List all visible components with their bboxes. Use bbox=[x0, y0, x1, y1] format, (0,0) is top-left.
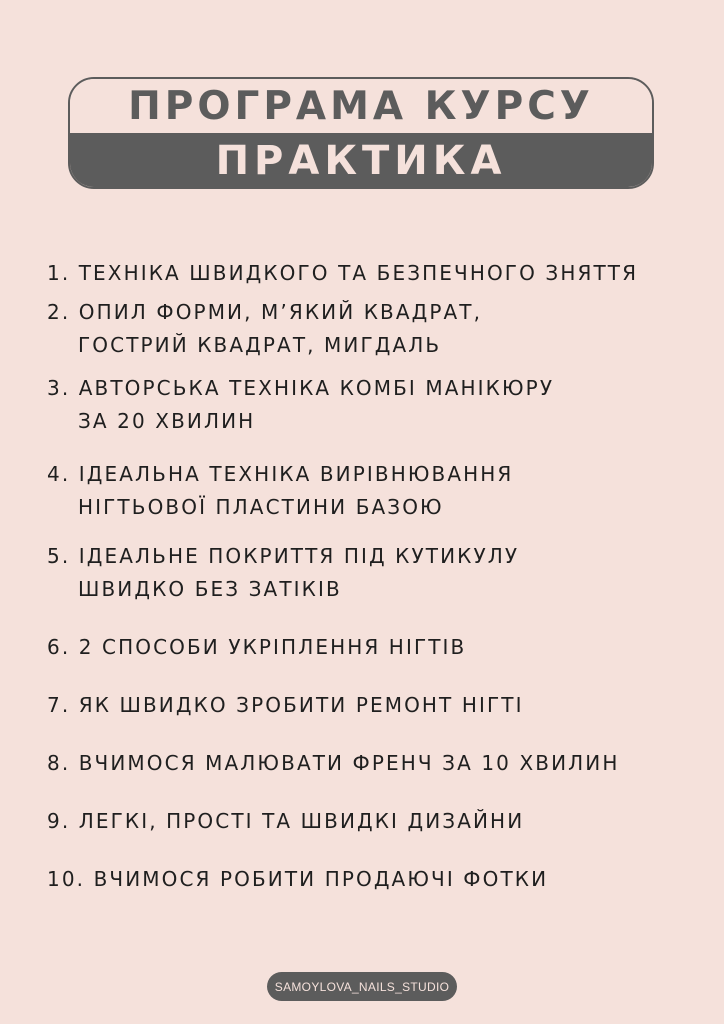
studio-name-label: SAMOYLOVA_NAILS_STUDIO bbox=[274, 979, 450, 994]
list-item-10 bbox=[47, 863, 697, 896]
list-item-9 bbox=[47, 805, 697, 838]
list-item-5 bbox=[47, 540, 697, 606]
list-item-text: 2. ОПИЛ ФОРМИ, М’ЯКИЙ КВАДРАТ, bbox=[47, 300, 483, 324]
studio-name-badge bbox=[267, 972, 457, 1001]
list-item-8 bbox=[47, 747, 697, 780]
list-item-2 bbox=[47, 296, 697, 362]
list-item-text: 7. ЯК ШВИДКО ЗРОБИТИ РЕМОНТ НІГТІ bbox=[47, 693, 524, 717]
page-subtitle: ПРАКТИКА bbox=[215, 138, 507, 184]
list-item-text-continued: НІГТЬОВОЇ ПЛАСТИНИ БАЗОЮ bbox=[78, 495, 444, 519]
list-item-text: 10. ВЧИМОСЯ РОБИТИ ПРОДАЮЧІ ФОТКИ bbox=[47, 867, 549, 891]
list-item-4 bbox=[47, 458, 697, 524]
list-item-text: 4. ІДЕАЛЬНА ТЕХНІКА ВИРІВНЮВАННЯ bbox=[47, 462, 514, 486]
list-item-6 bbox=[47, 631, 697, 664]
list-item-7 bbox=[47, 689, 697, 722]
header-bottom-band bbox=[70, 133, 652, 189]
list-item-text-continued: ГОСТРИЙ КВАДРАТ, МИГДАЛЬ bbox=[78, 333, 442, 357]
list-item-1 bbox=[47, 257, 697, 290]
list-item-text: 6. 2 СПОСОБИ УКРІПЛЕННЯ НІГТІВ bbox=[47, 635, 467, 659]
page-title: ПРОГРАМА КУРСУ bbox=[128, 83, 594, 129]
list-item-text: 1. ТЕХНІКА ШВИДКОГО ТА БЕЗПЕЧНОГО ЗНЯТТЯ bbox=[47, 261, 639, 285]
header-banner bbox=[68, 77, 654, 189]
list-item-text: 8. ВЧИМОСЯ МАЛЮВАТИ ФРЕНЧ ЗА 10 ХВИЛИН bbox=[47, 751, 620, 775]
list-item-text-continued: ЗА 20 ХВИЛИН bbox=[78, 409, 256, 433]
list-item-text-continued: ШВИДКО БЕЗ ЗАТІКІВ bbox=[78, 577, 342, 601]
list-item-text: 3. АВТОРСЬКА ТЕХНІКА КОМБІ МАНІКЮРУ bbox=[47, 376, 555, 400]
list-item-text: 5. ІДЕАЛЬНЕ ПОКРИТТЯ ПІД КУТИКУЛУ bbox=[47, 544, 520, 568]
list-item-3 bbox=[47, 372, 697, 438]
header-top-band bbox=[70, 79, 652, 133]
list-item-text: 9. ЛЕГКІ, ПРОСТІ ТА ШВИДКІ ДИЗАЙНИ bbox=[47, 809, 525, 833]
